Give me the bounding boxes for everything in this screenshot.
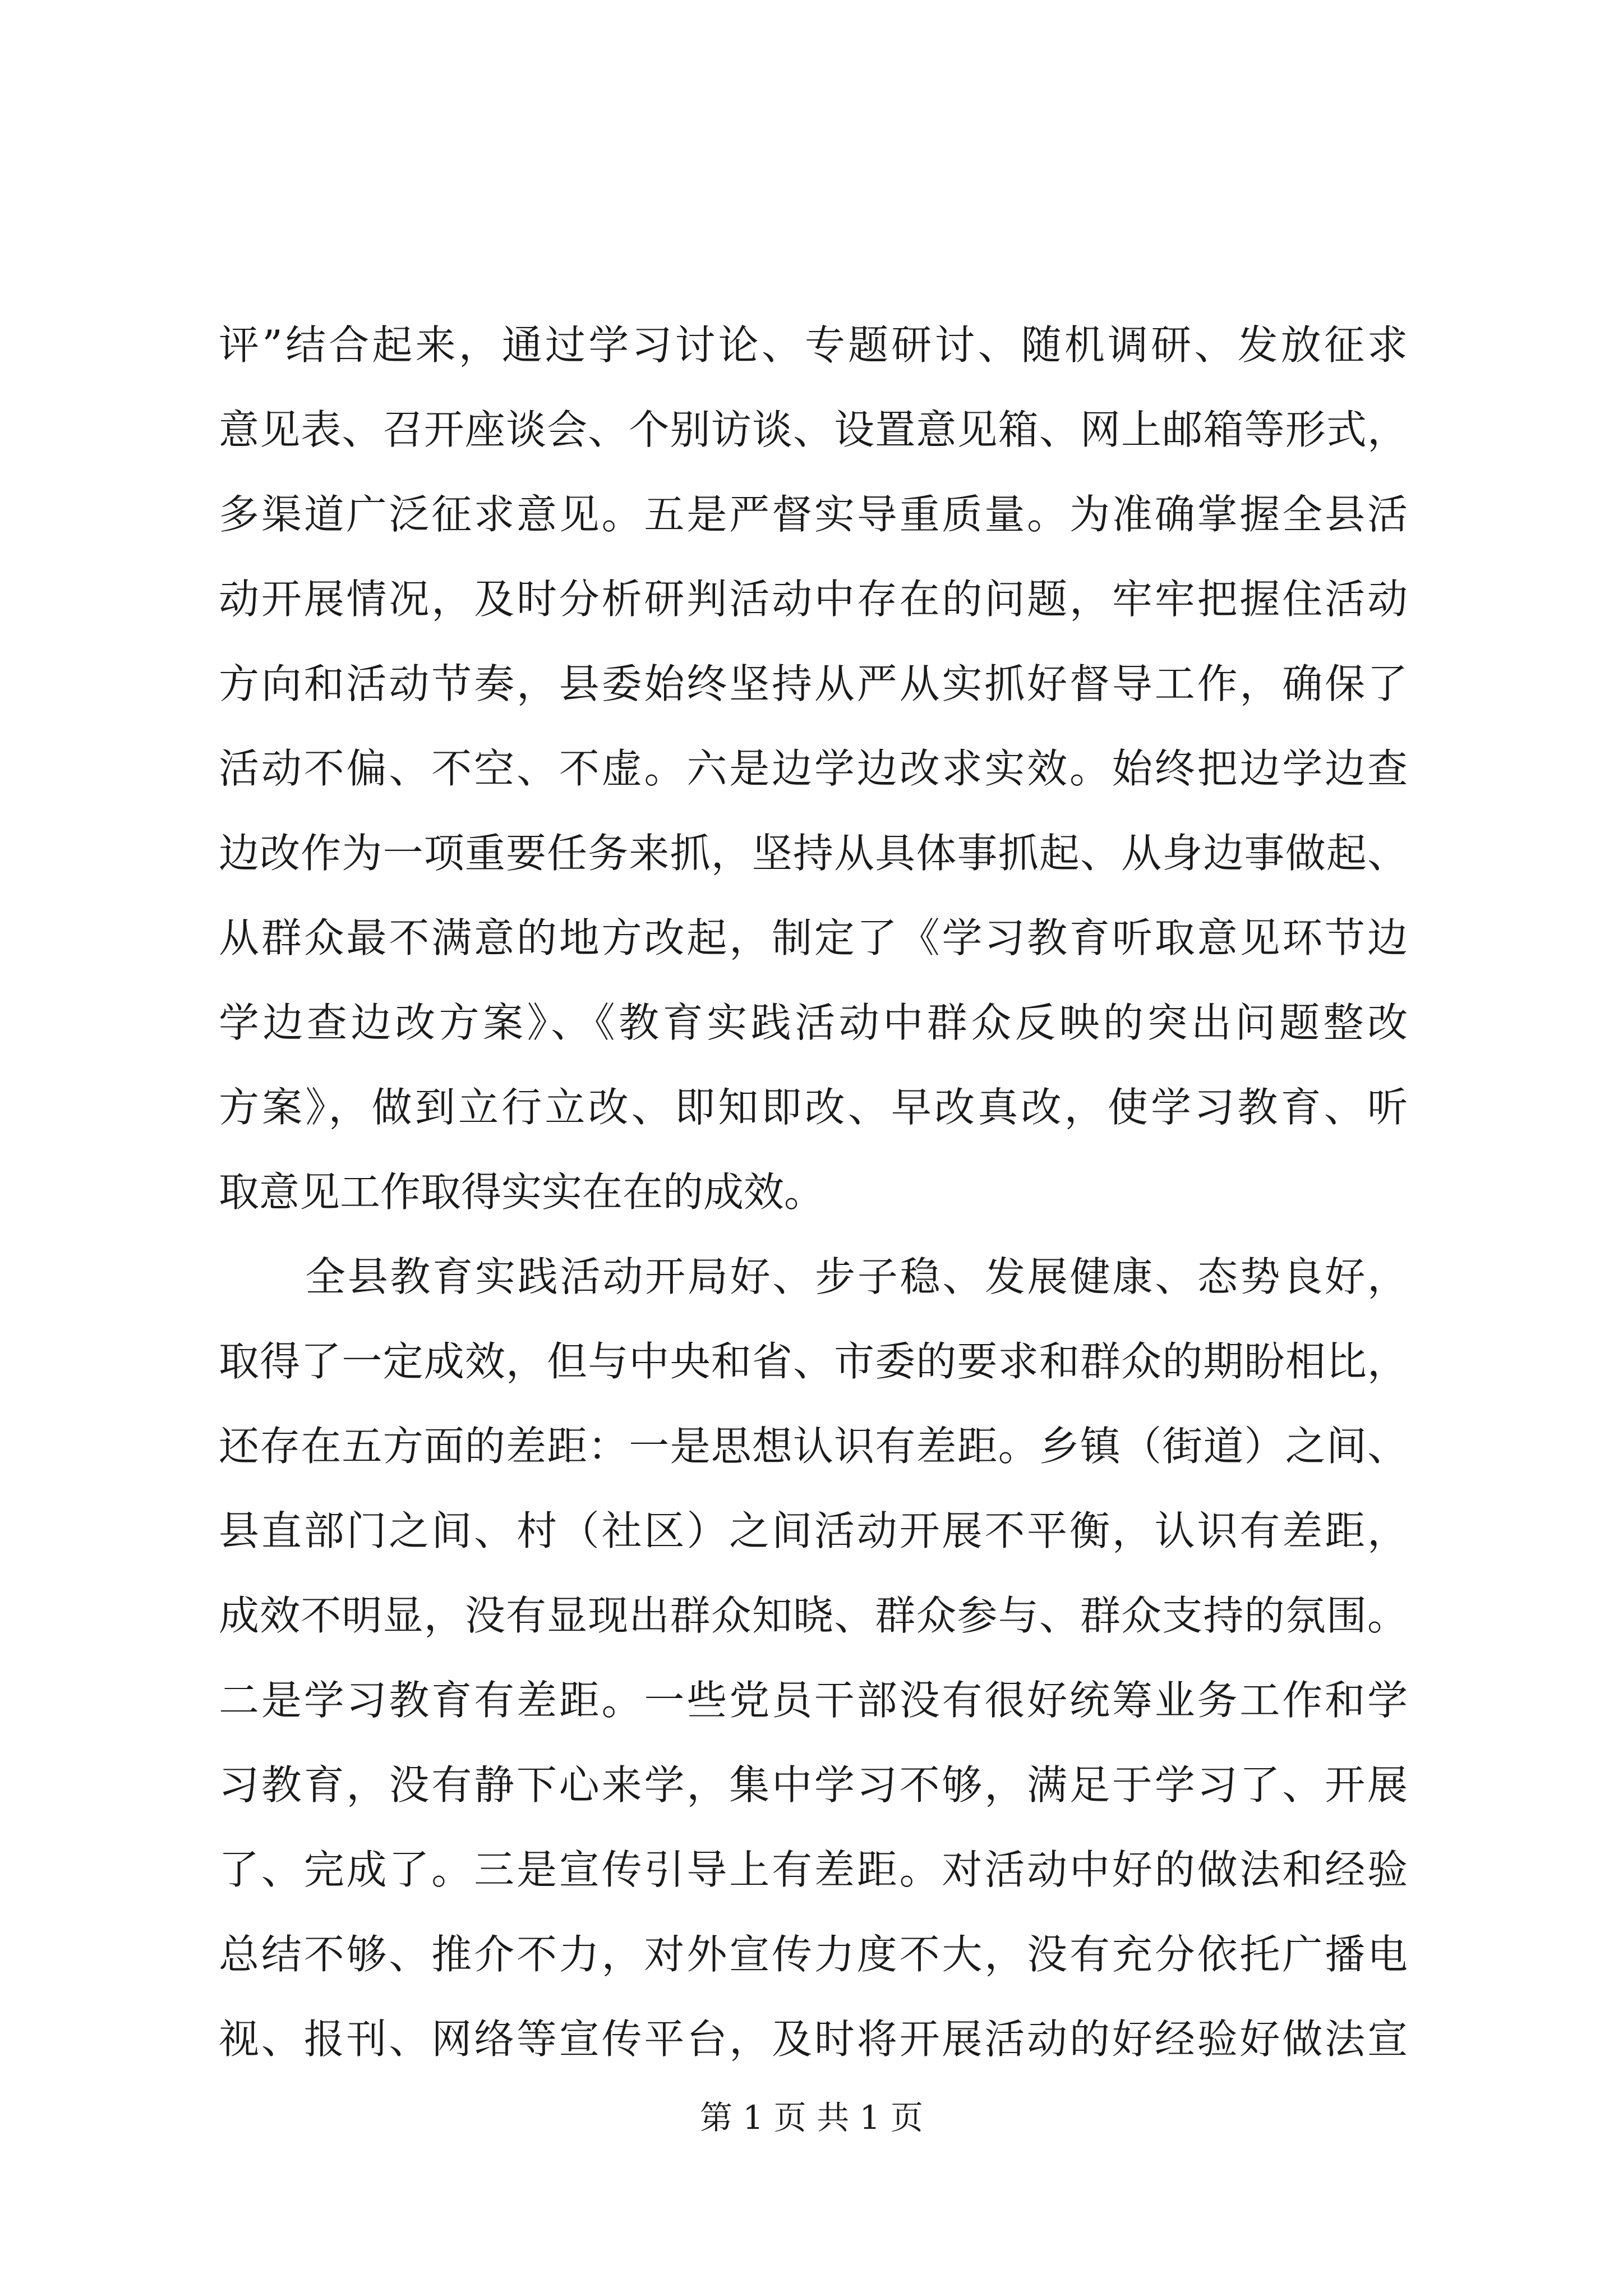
text-line: 总结不够、推介不力，对外宣传力度不大，没有充分依托广播电 (219, 1931, 1408, 1978)
text-line: 全县教育实践活动开局好、步子稳、发展健康、态势良好， (305, 1253, 1408, 1300)
text-line: 二是学习教育有差距。一些党员干部没有很好统筹业务工作和学 (219, 1677, 1408, 1724)
paragraph (219, 303, 1408, 1235)
text-line: 边改作为一项重要任务来抓，坚持从具体事抓起、从身边事做起、 (219, 830, 1408, 877)
text-line: 取得了一定成效，但与中央和省、市委的要求和群众的期盼相比， (219, 1338, 1408, 1385)
document-body (219, 303, 1408, 2082)
text-line: 县直部门之间、村（社区）之间活动开展不平衡，认识有差距， (219, 1507, 1408, 1554)
text-line: 还存在五方面的差距：一是思想认识有差距。乡镇（街道）之间、 (219, 1423, 1408, 1470)
text-line: 取意见工作取得实实在在的成效。 (219, 1168, 825, 1216)
text-line: 多渠道广泛征求意见。五是严督实导重质量。为准确掌握全县活 (219, 491, 1408, 538)
text-line: 习教育，没有静下心来学，集中学习不够，满足于学习了、开展 (219, 1761, 1408, 1809)
text-line: 了、完成了。三是宣传引导上有差距。对活动中好的做法和经验 (219, 1846, 1408, 1893)
text-line: 方向和活动节奏，县委始终坚持从严从实抓好督导工作，确保了 (219, 660, 1408, 707)
text-line: 方案》，做到立行立改、即知即改、早改真改，使学习教育、听 (219, 1084, 1408, 1131)
text-line: 视、报刊、网络等宣传平台，及时将开展活动的好经验好做法宣 (219, 2016, 1408, 2063)
page-footer: 第 1 页 共 1 页 (700, 2099, 923, 2137)
text-line: 评”结合起来，通过学习讨论、专题研讨、随机调研、发放征求 (219, 321, 1408, 369)
paragraph (219, 1235, 1408, 2082)
text-line: 意见表、召开座谈会、个别访谈、设置意见箱、网上邮箱等形式， (219, 406, 1408, 453)
text-line: 活动不偏、不空、不虚。六是边学边改求实效。始终把边学边查 (219, 745, 1408, 792)
text-line: 成效不明显，没有显现出群众知晓、群众参与、群众支持的氛围。 (219, 1592, 1408, 1639)
text-line: 学边查边改方案》、《教育实践活动中群众反映的突出问题整改 (219, 999, 1408, 1046)
text-line: 从群众最不满意的地方改起，制定了《学习教育听取意见环节边 (219, 914, 1408, 961)
text-line: 动开展情况，及时分析研判活动中存在的问题，牢牢把握住活动 (219, 576, 1408, 623)
